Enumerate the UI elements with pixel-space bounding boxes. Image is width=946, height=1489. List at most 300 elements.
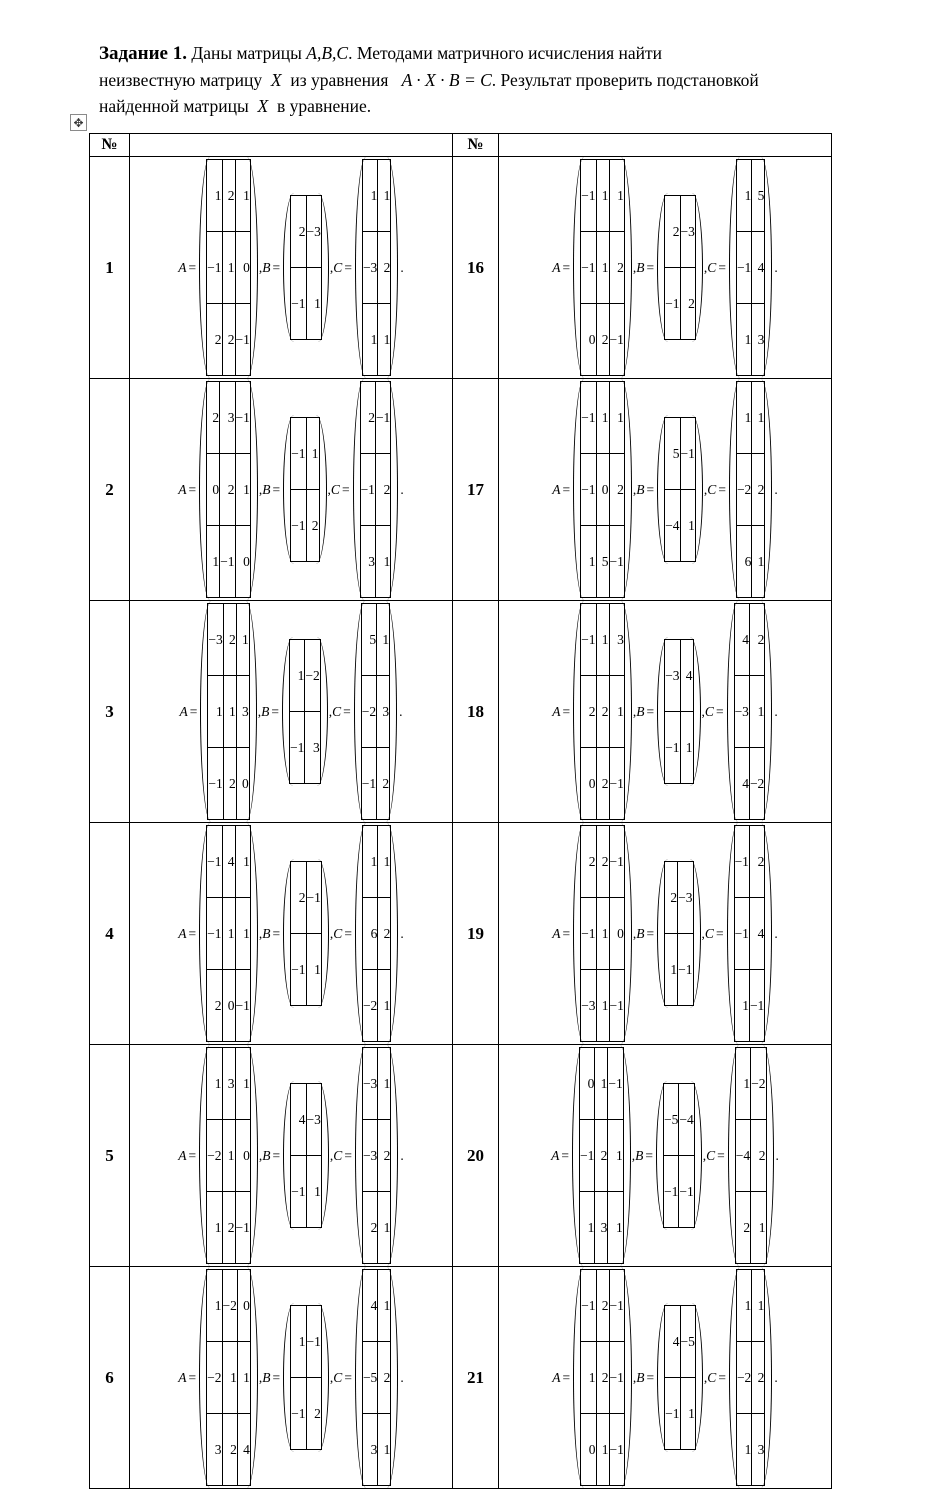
equals-sign: = xyxy=(562,925,571,941)
matrix-row xyxy=(361,676,389,748)
matrix-cell: 2 xyxy=(306,490,319,562)
matrix-cell: 4 xyxy=(362,1270,377,1342)
matrix-cell: 1 xyxy=(378,970,391,1042)
matrix-row xyxy=(289,712,320,784)
matrix-grid xyxy=(290,1305,322,1450)
period: . xyxy=(774,259,778,275)
comma: , xyxy=(258,259,263,275)
label-c: C xyxy=(333,1147,343,1163)
matrix-row xyxy=(291,1378,322,1450)
matrix-cell: 2 xyxy=(377,748,390,820)
task-text-2b: из уравнения xyxy=(285,70,393,90)
variant-number: 3 xyxy=(90,601,130,823)
label-b: B xyxy=(262,1369,271,1385)
label-a: A xyxy=(552,1369,561,1385)
matrix-cell: −3 xyxy=(306,1084,321,1156)
matrix-grid xyxy=(734,825,766,1042)
matrix-row xyxy=(581,676,625,748)
matrix-cell: 1 xyxy=(306,418,319,490)
matrix-row xyxy=(207,1270,251,1342)
matrix-row xyxy=(665,490,696,562)
matrix-cell: −2 xyxy=(362,970,377,1042)
matrix-cell: −1 xyxy=(736,232,751,304)
matrix-row xyxy=(362,1192,390,1264)
matrix-cell: −5 xyxy=(362,1342,377,1414)
matrix-grid xyxy=(290,195,322,340)
table-row xyxy=(90,601,832,823)
matrix-row xyxy=(207,1342,251,1414)
matrix-row xyxy=(362,970,390,1042)
matrix-cell: −5 xyxy=(663,1084,678,1156)
table-row xyxy=(90,823,832,1045)
matrix-C xyxy=(355,157,398,378)
equals-sign: = xyxy=(561,1147,569,1163)
matrix-B xyxy=(657,415,703,564)
variant-matrices xyxy=(499,1045,832,1267)
comma: , xyxy=(258,481,263,497)
matrix-cell: −3 xyxy=(362,1120,377,1192)
matrix-cell: 2 xyxy=(220,454,235,526)
matrix-cell: 2 xyxy=(222,160,235,232)
comma: , xyxy=(701,925,705,941)
matrix-cell: 1 xyxy=(736,160,751,232)
equals-sign: = xyxy=(188,925,197,941)
matrix-row xyxy=(362,1414,390,1486)
matrix-row xyxy=(579,1048,623,1120)
matrix-cell: −4 xyxy=(665,490,680,562)
matrix-row xyxy=(735,1192,766,1264)
comma: , xyxy=(632,259,637,275)
matrix-row xyxy=(581,898,625,970)
matrix-cell: 1 xyxy=(608,1192,623,1264)
equals-sign: = xyxy=(344,1147,352,1163)
matrix-row xyxy=(736,382,764,454)
equals-sign: = xyxy=(562,703,571,719)
matrix-A xyxy=(573,601,632,822)
matrix-row xyxy=(581,1414,625,1486)
variant-matrices xyxy=(130,157,453,379)
matrix-row xyxy=(736,1270,764,1342)
comma: , xyxy=(632,481,637,497)
matrix-cell: 2 xyxy=(665,862,678,934)
matrix-A xyxy=(199,379,258,600)
matrix-row xyxy=(665,196,696,268)
matrix-cell: 0 xyxy=(235,526,250,598)
matrix-cell: 6 xyxy=(736,526,751,598)
header-empty-right xyxy=(499,134,832,157)
matrix-B xyxy=(283,415,326,564)
matrix-cell: 2 xyxy=(752,1342,765,1414)
matrix-A xyxy=(200,601,256,822)
matrix-cell: 0 xyxy=(581,304,596,376)
matrix-grid xyxy=(362,825,391,1042)
label-c: C xyxy=(704,925,714,941)
matrix-row xyxy=(291,934,322,1006)
matrix-row xyxy=(581,604,625,676)
matrix-row xyxy=(736,304,764,376)
task-heading: Задание 1. xyxy=(99,43,187,64)
task-text-2a: неизвестную матрицу xyxy=(99,70,267,90)
matrix-cell: 1 xyxy=(362,160,377,232)
matrix-row xyxy=(361,748,389,820)
matrix-B xyxy=(283,1303,329,1452)
matrix-row xyxy=(581,304,625,376)
matrix-cell: −1 xyxy=(581,232,596,304)
matrix-row xyxy=(734,676,765,748)
matrix-row xyxy=(207,454,251,526)
matrix-row xyxy=(581,454,625,526)
matrix-grid xyxy=(362,159,391,376)
matrix-cell: 3 xyxy=(752,304,765,376)
matrix-cell: 2 xyxy=(291,196,306,268)
matrix-cell: −1 xyxy=(306,1306,321,1378)
matrix-C xyxy=(729,1267,772,1488)
comma: , xyxy=(632,703,637,719)
equals-sign: = xyxy=(718,259,726,275)
matrix-cell: 2 xyxy=(378,1120,391,1192)
matrix-B xyxy=(283,859,329,1008)
variant-number: 1 xyxy=(90,157,130,379)
matrix-row xyxy=(207,526,251,598)
matrix-cell: 4 xyxy=(665,1306,680,1378)
matrix-C xyxy=(355,823,398,1044)
matrix-cell: 3 xyxy=(752,1414,765,1486)
matrix-cell: 2 xyxy=(735,1192,750,1264)
variant-matrices xyxy=(499,157,832,379)
comma: , xyxy=(632,1369,637,1385)
matrix-cell: 2 xyxy=(362,1192,377,1264)
equals-sign: = xyxy=(646,259,655,275)
matrix-row xyxy=(736,1414,764,1486)
matrix-row xyxy=(207,826,251,898)
matrix-grid xyxy=(664,861,693,1006)
matrix-cell: 1 xyxy=(207,1192,222,1264)
matrix-row xyxy=(208,748,249,820)
matrix-cell: −1 xyxy=(306,862,321,934)
variant-matrices xyxy=(499,823,832,1045)
matrix-row xyxy=(735,1048,766,1120)
matrix-cell: −1 xyxy=(581,604,596,676)
matrix-cell: 0 xyxy=(222,970,235,1042)
matrix-row xyxy=(362,826,390,898)
header-num-left: № xyxy=(90,134,130,157)
matrix-cell: 1 xyxy=(222,232,235,304)
matrix-cell: −1 xyxy=(609,1414,624,1486)
matrix-grid xyxy=(206,1269,251,1486)
equals-sign: = xyxy=(341,481,350,497)
matrix-cell: −1 xyxy=(361,748,376,820)
matrix-row xyxy=(665,1378,696,1450)
matrix-cell: 1 xyxy=(680,1378,695,1450)
matrix-cell: −3 xyxy=(362,232,377,304)
matrix-cell: 1 xyxy=(378,826,391,898)
matrix-row xyxy=(362,160,390,232)
matrix-cell: −1 xyxy=(665,268,680,340)
matrix-cell: 2 xyxy=(207,970,222,1042)
label-c: C xyxy=(707,1369,717,1385)
matrix-grid xyxy=(580,159,625,376)
matrix-cell: 3 xyxy=(595,1192,608,1264)
matrix-cell: −2 xyxy=(305,640,320,712)
label-b: B xyxy=(636,481,645,497)
matrix-cell: 1 xyxy=(222,898,235,970)
equals-sign: = xyxy=(188,1369,197,1385)
matrix-cell: −1 xyxy=(291,490,306,562)
comma: , xyxy=(328,703,333,719)
matrix-row xyxy=(291,1084,322,1156)
matrix-grid xyxy=(735,1047,767,1264)
matrix-cell: −1 xyxy=(207,898,222,970)
matrix-cell: 2 xyxy=(291,862,306,934)
label-c: C xyxy=(332,703,342,719)
matrix-row xyxy=(581,160,625,232)
matrix-cell: −1 xyxy=(609,748,624,820)
matrix-cell: 1 xyxy=(735,1048,750,1120)
matrix-cell: 2 xyxy=(596,1342,609,1414)
matrix-grid xyxy=(736,1269,765,1486)
matrix-cell: −1 xyxy=(749,970,764,1042)
table-row xyxy=(90,379,832,601)
matrix-grid xyxy=(360,381,392,598)
comma: , xyxy=(703,481,708,497)
matrix-grid xyxy=(207,603,249,820)
table-body xyxy=(90,157,832,1489)
matrix-cell: 1 xyxy=(752,526,765,598)
matrix-grid xyxy=(362,1047,391,1264)
matrix-row xyxy=(665,268,696,340)
matrix-row xyxy=(665,640,693,712)
matrix-cell: 1 xyxy=(736,1414,751,1486)
matrix-row xyxy=(291,268,322,340)
matrix-row xyxy=(734,604,765,676)
matrix-cell: 1 xyxy=(581,1342,596,1414)
equals-sign: = xyxy=(717,1147,725,1163)
table-move-handle-icon[interactable]: ✥ xyxy=(70,114,87,131)
matrix-cell: 1 xyxy=(609,160,624,232)
matrix-row xyxy=(207,970,251,1042)
label-a: A xyxy=(178,1147,187,1163)
matrix-row xyxy=(207,1414,251,1486)
matrix-cell: 2 xyxy=(596,826,609,898)
task-var-x-2: X xyxy=(257,96,269,116)
header-empty-left xyxy=(130,134,453,157)
matrix-cell: −1 xyxy=(609,1270,624,1342)
period: . xyxy=(775,1147,779,1163)
matrix-cell: 5 xyxy=(752,160,765,232)
variant-matrices xyxy=(130,823,453,1045)
matrix-row xyxy=(207,382,251,454)
task-statement xyxy=(99,40,899,119)
matrix-cell: −1 xyxy=(235,304,250,376)
matrix-cell: 4 xyxy=(680,640,693,712)
variant-matrices xyxy=(130,601,453,823)
matrix-cell: 2 xyxy=(596,676,609,748)
matrix-A xyxy=(573,823,632,1044)
matrix-cell: −1 xyxy=(207,232,222,304)
matrix-cell: −3 xyxy=(306,196,321,268)
matrix-cell: 1 xyxy=(579,1192,594,1264)
matrix-cell: 1 xyxy=(736,1270,751,1342)
label-a: A xyxy=(552,703,561,719)
matrix-cell: −1 xyxy=(291,1156,306,1228)
matrix-row xyxy=(362,1048,390,1120)
matrix-cell: 1 xyxy=(608,1120,623,1192)
matrix-cell: 1 xyxy=(222,1342,237,1414)
matrix-row xyxy=(291,862,322,934)
variant-number: 6 xyxy=(90,1267,130,1489)
matrix-row xyxy=(207,1048,251,1120)
period: . xyxy=(400,1147,404,1163)
matrix-row xyxy=(291,1306,322,1378)
matrix-row xyxy=(665,418,696,490)
matrix-cell: 3 xyxy=(609,604,624,676)
task-var-x: X xyxy=(270,70,282,90)
matrix-C xyxy=(355,1045,398,1266)
matrix-row xyxy=(665,862,693,934)
matrix-cell: 2 xyxy=(749,826,764,898)
matrix-cell: 4 xyxy=(734,748,749,820)
matrix-cell: 4 xyxy=(291,1084,306,1156)
matrix-cell: −1 xyxy=(291,268,306,340)
matrix-cell: −1 xyxy=(375,382,390,454)
period: . xyxy=(400,259,404,275)
matrix-cell: 2 xyxy=(222,1414,237,1486)
matrix-cell: 1 xyxy=(665,934,678,1006)
matrix-row xyxy=(208,676,249,748)
matrix-B xyxy=(657,1303,703,1452)
header-num-right: № xyxy=(453,134,499,157)
matrix-expression xyxy=(499,823,831,1044)
matrix-cell: 3 xyxy=(362,1414,377,1486)
period: . xyxy=(400,481,404,497)
label-c: C xyxy=(330,481,340,497)
matrix-B xyxy=(657,859,700,1008)
matrix-cell: −4 xyxy=(679,1084,694,1156)
matrix-row xyxy=(362,304,390,376)
matrix-cell: 1 xyxy=(596,970,609,1042)
matrix-cell: 1 xyxy=(680,490,695,562)
variant-matrices xyxy=(499,1267,832,1489)
matrix-row xyxy=(291,196,322,268)
variant-number: 18 xyxy=(453,601,499,823)
table-row xyxy=(90,1267,832,1489)
matrix-B xyxy=(283,193,329,342)
matrix-row xyxy=(736,232,764,304)
matrix-cell: 1 xyxy=(306,934,321,1006)
matrix-cell: 5 xyxy=(665,418,680,490)
matrix-cell: 1 xyxy=(237,1342,250,1414)
label-b: B xyxy=(635,1147,644,1163)
matrix-row xyxy=(736,454,764,526)
equals-sign: = xyxy=(646,703,655,719)
comma: , xyxy=(258,1369,263,1385)
matrix-row xyxy=(663,1156,694,1228)
equals-sign: = xyxy=(272,481,281,497)
matrix-cell: 0 xyxy=(596,454,609,526)
label-c: C xyxy=(707,481,717,497)
label-b: B xyxy=(262,481,271,497)
matrix-row xyxy=(581,1270,625,1342)
matrix-grid xyxy=(580,603,625,820)
equals-sign: = xyxy=(562,1369,571,1385)
matrix-cell: −1 xyxy=(663,1156,678,1228)
matrix-cell: −1 xyxy=(220,526,235,598)
matrix-expression xyxy=(130,1045,452,1266)
matrix-cell: 1 xyxy=(207,526,220,598)
matrix-row xyxy=(735,1120,766,1192)
matrix-cell: 1 xyxy=(222,1120,235,1192)
variant-number: 21 xyxy=(453,1267,499,1489)
matrix-row xyxy=(734,826,765,898)
matrix-row xyxy=(734,898,765,970)
matrix-cell: 4 xyxy=(222,826,235,898)
matrix-cell: 2 xyxy=(378,898,391,970)
matrix-cell: 2 xyxy=(222,1192,235,1264)
matrix-cell: −5 xyxy=(680,1306,695,1378)
matrix-expression xyxy=(130,1267,452,1488)
label-a: A xyxy=(552,481,561,497)
matrix-cell: 1 xyxy=(235,898,250,970)
comma: , xyxy=(257,703,262,719)
comma: , xyxy=(329,1369,334,1385)
label-a: A xyxy=(552,925,561,941)
matrix-cell: 1 xyxy=(235,1048,250,1120)
matrix-C xyxy=(728,1045,774,1266)
equals-sign: = xyxy=(715,703,724,719)
variant-matrices xyxy=(499,379,832,601)
label-a: A xyxy=(178,925,187,941)
matrix-cell: 2 xyxy=(581,826,596,898)
matrix-grid xyxy=(579,1047,624,1264)
variant-number: 17 xyxy=(453,379,499,601)
matrix-cell: −1 xyxy=(360,454,375,526)
comma: , xyxy=(329,925,334,941)
label-c: C xyxy=(707,259,717,275)
matrix-cell: 3 xyxy=(207,1414,222,1486)
matrix-cell: 2 xyxy=(223,604,236,676)
matrix-cell: 1 xyxy=(596,604,609,676)
matrix-cell: −1 xyxy=(609,526,624,598)
equals-sign: = xyxy=(188,481,197,497)
variant-matrices xyxy=(130,1267,453,1489)
label-c: C xyxy=(704,703,714,719)
matrix-cell: 2 xyxy=(223,748,236,820)
matrix-expression xyxy=(130,157,452,378)
matrix-cell: 3 xyxy=(360,526,375,598)
comma: , xyxy=(329,1147,334,1163)
matrix-cell: −1 xyxy=(609,826,624,898)
matrix-row xyxy=(665,934,693,1006)
variant-matrices xyxy=(499,601,832,823)
comma: , xyxy=(258,1147,263,1163)
matrix-grid xyxy=(736,381,765,598)
matrix-row xyxy=(291,1156,322,1228)
matrix-cell: 1 xyxy=(291,1306,306,1378)
matrix-cell: 6 xyxy=(362,898,377,970)
matrix-cell: 1 xyxy=(752,1270,765,1342)
matrix-cell: 2 xyxy=(749,604,764,676)
matrix-cell: 2 xyxy=(751,1120,766,1192)
matrix-A xyxy=(199,823,258,1044)
matrix-cell: 2 xyxy=(306,1378,321,1450)
task-text-1b: . Методами матричного исчисления найти xyxy=(348,43,663,63)
matrix-cell: −2 xyxy=(222,1270,237,1342)
table-header-row xyxy=(90,134,832,157)
matrix-cell: −1 xyxy=(678,934,693,1006)
task-text-3b: в уравнение. xyxy=(272,96,372,116)
matrix-cell: 0 xyxy=(235,232,250,304)
matrix-B xyxy=(656,1081,702,1230)
